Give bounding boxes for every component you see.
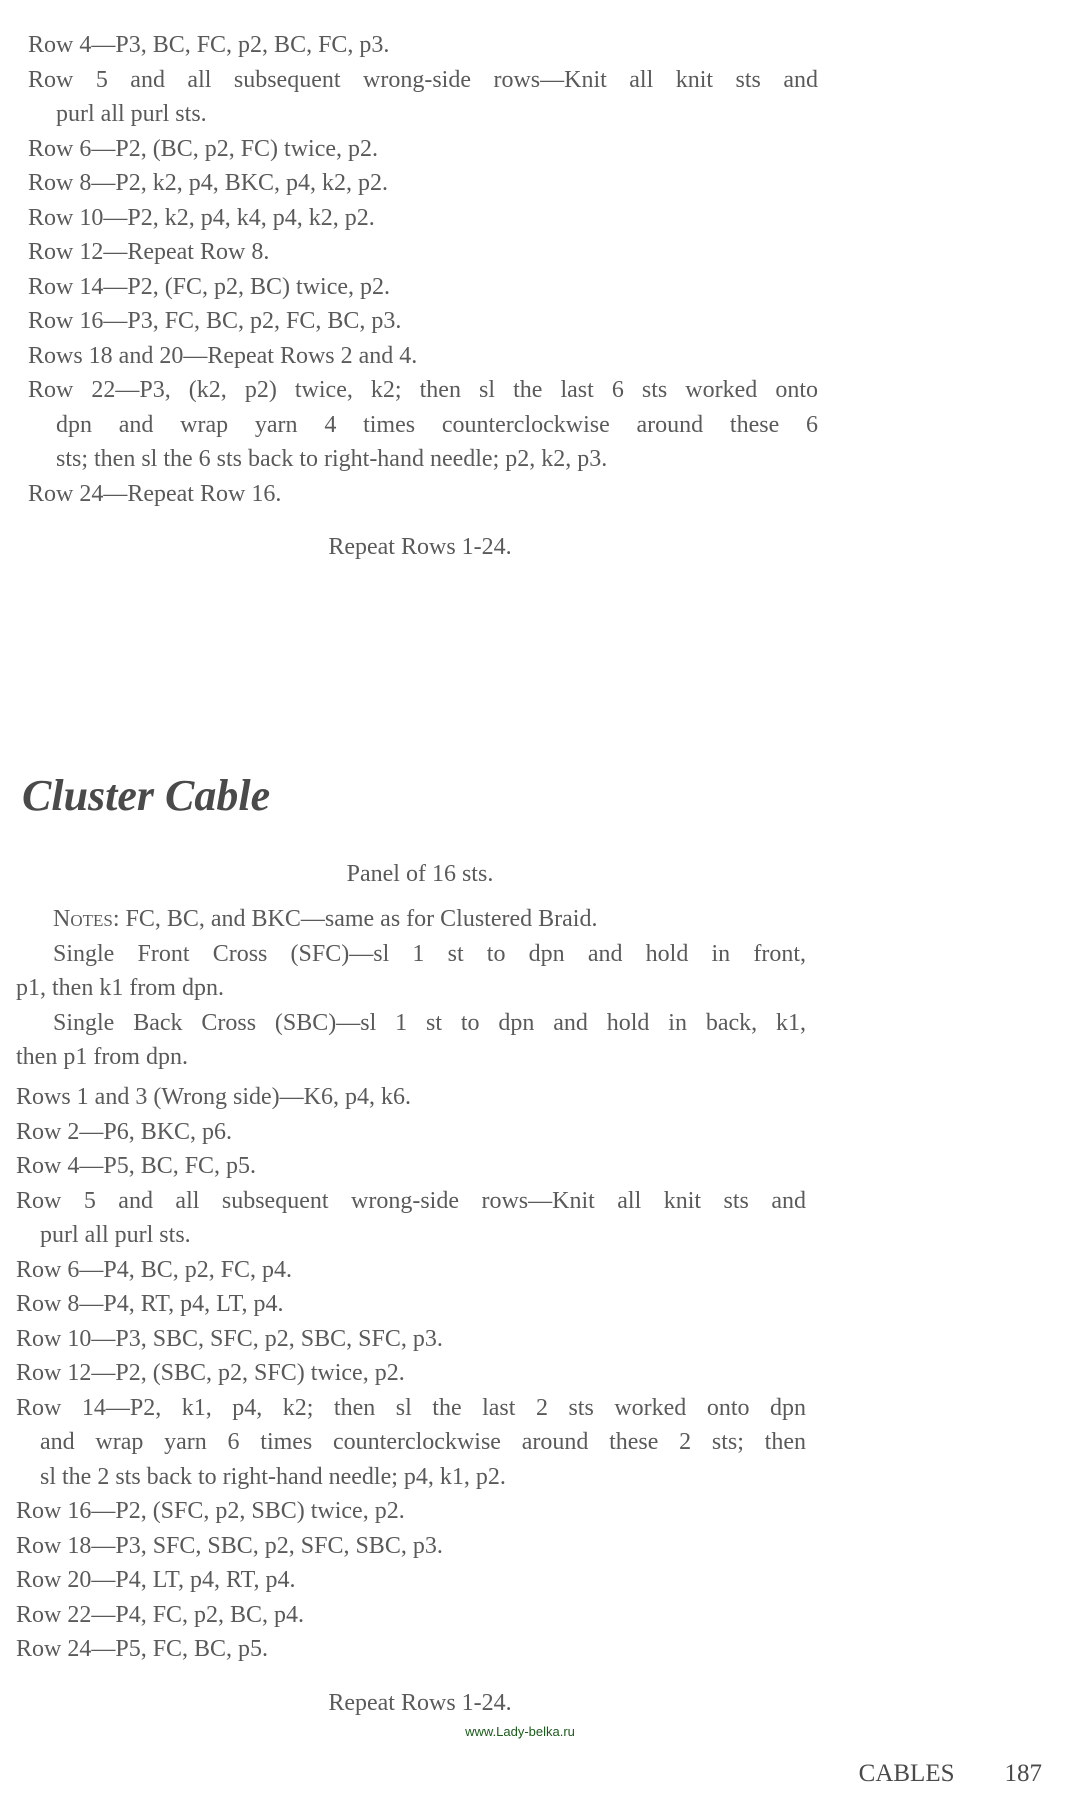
instruction-row — [16, 1115, 806, 1150]
row-line: Row 22—P4, FC, p2, BC, p4. — [16, 1601, 305, 1628]
instruction-row — [28, 63, 818, 132]
row-line: purl all purl sts. — [56, 101, 207, 127]
instruction-row — [16, 1356, 806, 1391]
row-line: sts; then sl the 6 sts back to right-hand needle; p2, k2, p3. — [56, 446, 608, 472]
instruction-row — [28, 270, 818, 305]
note-text: FC, BC, and BKC—same as for Clustered Braid. — [119, 906, 598, 932]
row-line: Row 14—P2, (FC, p2, BC) twice, p2. — [28, 273, 391, 300]
note-line: Single Back Cross (SBC)—sl 1 st to dpn and hold in back, k1, — [53, 1009, 806, 1036]
section1-repeat: Repeat Rows 1-24. — [328, 534, 512, 560]
row-line: Row 4—P5, BC, FC, p5. — [16, 1153, 257, 1179]
row-line: Row 4—P3, BC, FC, p2, BC, FC, p3. — [28, 32, 390, 58]
row-line: Row 12—Repeat Row 8. — [28, 239, 270, 265]
instruction-row — [28, 339, 818, 374]
instruction-row — [28, 166, 818, 201]
instruction-row — [16, 1598, 806, 1633]
section2-repeat: Repeat Rows 1-24. — [328, 1690, 512, 1716]
instruction-row — [16, 1529, 806, 1564]
instruction-row — [28, 132, 818, 167]
row-line: Row 16—P2, (SFC, p2, SBC) twice, p2. — [16, 1498, 405, 1524]
row-line: Row 2—P6, BKC, p6. — [16, 1118, 233, 1145]
note — [16, 1006, 806, 1075]
instruction-row — [16, 1322, 806, 1357]
pattern-title: Cluster Cable — [22, 771, 271, 820]
notes-label: Notes: — [53, 906, 120, 932]
note — [16, 937, 806, 1006]
instruction-row — [28, 477, 818, 512]
note — [16, 902, 806, 937]
instruction-row — [16, 1080, 806, 1115]
row-line: Row 20—P4, LT, p4, RT, p4. — [16, 1567, 296, 1593]
watermark: www.Lady-belka.ru — [465, 1724, 575, 1739]
row-line: Row 6—P4, BC, p2, FC, p4. — [16, 1256, 293, 1283]
row-line: Row 5 and all subsequent wrong-side rows—Knit all knit sts and — [16, 1187, 806, 1214]
row-line: and wrap yarn 6 times counterclockwise around these 2 sts; then — [40, 1429, 806, 1455]
row-line: Row 24—P5, FC, BC, p5. — [16, 1636, 269, 1662]
instruction-row — [28, 373, 818, 477]
row-line: sl the 2 sts back to right-hand needle; p4, k1, p2. — [40, 1463, 506, 1490]
instruction-row — [16, 1287, 806, 1322]
row-line: Rows 18 and 20—Repeat Rows 2 and 4. — [28, 342, 418, 369]
row-line: Row 6—P2, (BC, p2, FC) twice, p2. — [28, 135, 379, 162]
instruction-row — [28, 235, 818, 270]
section2-notes — [16, 902, 806, 1075]
row-line: Rows 1 and 3 (Wrong side)—K6, p4, k6. — [16, 1084, 411, 1110]
row-line: Row 24—Repeat Row 16. — [28, 480, 282, 507]
page-footer — [859, 1760, 1042, 1788]
instruction-row — [16, 1494, 806, 1529]
running-head: CABLES — [858, 1760, 955, 1787]
row-line: Row 8—P4, RT, p4, LT, p4. — [16, 1291, 284, 1317]
row-line: Row 10—P3, SBC, SFC, p2, SBC, SFC, p3. — [16, 1325, 443, 1352]
instruction-row — [16, 1149, 806, 1184]
instruction-row — [28, 28, 818, 63]
row-line: Row 5 and all subsequent wrong-side rows—Knit all knit sts and — [28, 66, 818, 93]
row-line: dpn and wrap yarn 4 times counterclockwise around these 6 — [56, 411, 818, 438]
instruction-row — [28, 201, 818, 236]
row-line: Row 16—P3, FC, BC, p2, FC, BC, p3. — [28, 308, 402, 334]
row-line: Row 10—P2, k2, p4, k4, p4, k2, p2. — [28, 204, 375, 231]
row-line: Row 8—P2, k2, p4, BKC, p4, k2, p2. — [28, 170, 389, 196]
note-line: then p1 from dpn. — [16, 1044, 188, 1070]
note-line: p1, then k1 from dpn. — [16, 975, 224, 1001]
row-line: purl all purl sts. — [40, 1222, 191, 1248]
section2-instructions — [16, 1080, 806, 1667]
instruction-row — [16, 1632, 806, 1667]
row-line: Row 14—P2, k1, p4, k2; then sl the last 2 sts worked onto dpn — [16, 1394, 806, 1421]
panel-size: Panel of 16 sts. — [346, 861, 494, 887]
instruction-row — [16, 1253, 806, 1288]
instruction-row — [28, 304, 818, 339]
row-line: Row 12—P2, (SBC, p2, SFC) twice, p2. — [16, 1360, 405, 1386]
section1-instructions — [28, 28, 818, 511]
instruction-row — [16, 1391, 806, 1495]
note-line: Single Front Cross (SFC)—sl 1 st to dpn and hold in front, — [53, 940, 806, 967]
row-line: Row 22—P3, (k2, p2) twice, k2; then sl the last 6 sts worked onto — [28, 377, 818, 403]
instruction-row — [16, 1563, 806, 1598]
instruction-row — [16, 1184, 806, 1253]
row-line: Row 18—P3, SFC, SBC, p2, SFC, SBC, p3. — [16, 1532, 443, 1559]
page-number: 187 — [1004, 1760, 1042, 1787]
